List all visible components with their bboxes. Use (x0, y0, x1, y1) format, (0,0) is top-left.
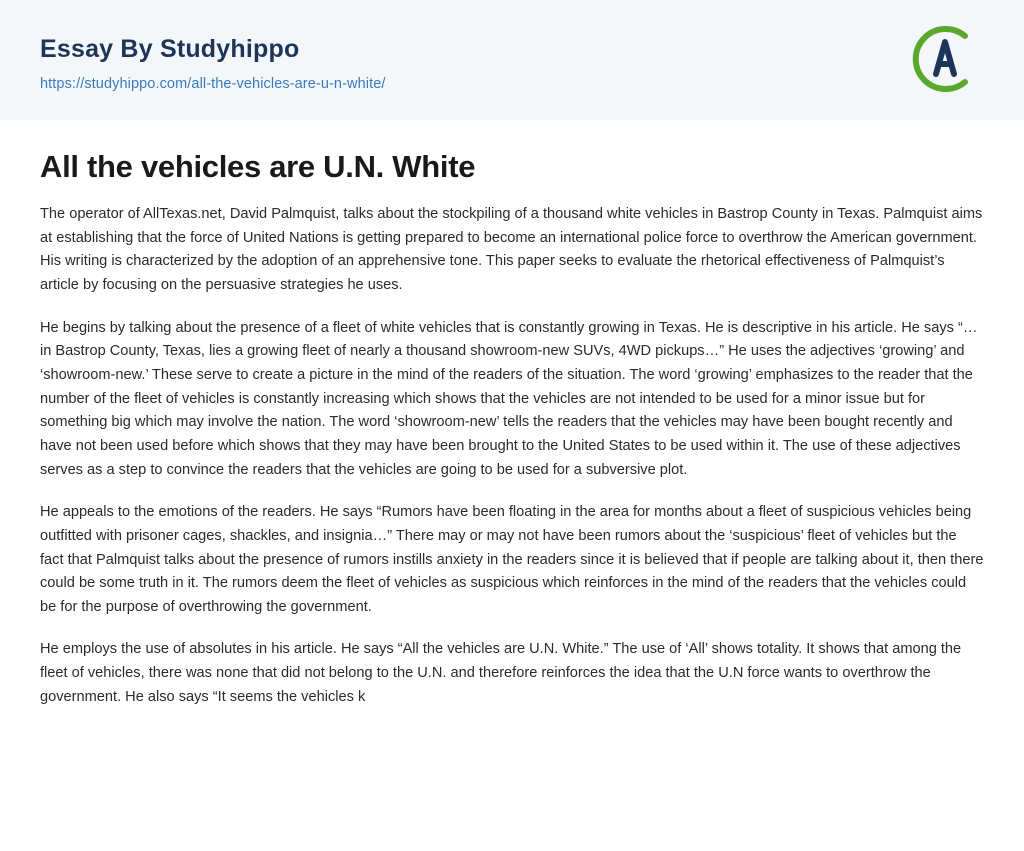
letter-a-circle-logo-icon (908, 22, 982, 96)
paragraph: He appeals to the emotions of the readers. He says “Rumors have been floating in the area for months about a fleet of suspicious vehicles being outfitted with prisoner cages, shackles, and insignia…” There may or may not have been rumors about the ‘suspicious’ fleet of vehicles but the fact that Palmquist talks about the presence of rumors instills anxiety in the readers since it is believed that if people are talking about it, then there could be some truth in it. The rumors deem the fleet of vehicles as suspicious which reinforces in the mind of the readers that the vehicles could be for the purpose of overthrowing the government. (40, 504, 984, 615)
paragraph: He employs the use of absolutes in his article. He says “All the vehicles are U.N. White.” The use of ‘All’ shows totality. It shows that among the fleet of vehicles, there was none that did not belong to the U.N. and therefore reinforces the idea that the U.N force wants to overthrow the government. He also says “It seems the vehicles k (40, 641, 962, 705)
paragraph: The operator of AllTexas.net, David Palmquist, talks about the stockpiling of a thousand white vehicles in Bastrop County in Texas. Palmquist aims at establishing that the force of United Nations is getting prepared to become an international police force to overthrow the American government. His writing is characterized by the adoption of an apprehensive tone. This paper seeks to evaluate the rhetorical effectiveness of Palmquist’s article by focusing on the persuasive strategies he uses. (40, 206, 983, 294)
brand-title: Essay By Studyhippo (40, 35, 300, 63)
document-content (0, 120, 1024, 709)
site-header (0, 0, 1024, 120)
page-title: All the vehicles are U.N. White (40, 149, 476, 184)
paragraph: He begins by talking about the presence of a fleet of white vehicles that is constantly growing in Texas. He is descriptive in his article. He says “…in Bastrop County, Texas, lies a growing fleet of nearly a thousand showroom-new SUVs, 4WD pickups…” He uses the adjectives ‘growing’ and ‘showroom-new.’ These serve to create a picture in the mind of the readers of the situation. The word ‘growing’ emphasizes to the reader that the number of the fleet of vehicles is constantly increasing which shows that the vehicles are not intended to be used for a minor issue but for something big which may involve the nation. The word ‘showroom-new’ tells the readers that the vehicles may have been bought recently and have not been used before which shows that they may have been brought to the United States to be used within it. The use of these adjectives serves as a step to convince the readers that the vehicles are going to be used for a subversive plot. (40, 319, 978, 478)
source-url-link[interactable]: https://studyhippo.com/all-the-vehicles-are-u-n-white/ (40, 76, 386, 92)
